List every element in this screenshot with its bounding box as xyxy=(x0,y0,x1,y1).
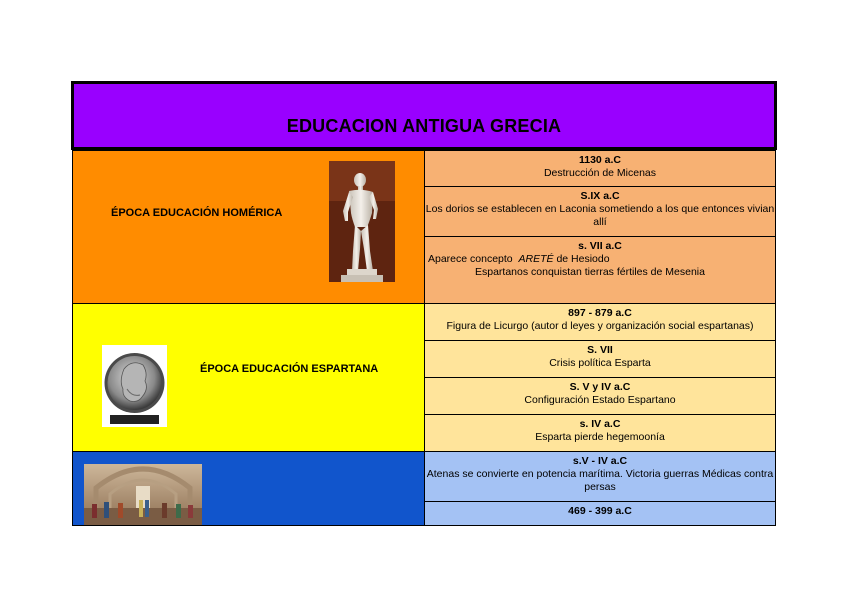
event-text: Esparta pierde hegemoonía xyxy=(535,431,665,443)
event-text: Crisis política Esparta xyxy=(549,357,651,369)
event-svii-crisis xyxy=(425,341,775,378)
event-897 xyxy=(425,304,775,341)
event-six xyxy=(425,187,775,237)
event-text: Los dorios se establecen en Laconia sometiendo a los que entonces vivian allí xyxy=(425,203,775,228)
event-469 xyxy=(425,502,775,525)
greek-statue-image xyxy=(329,161,395,282)
event-svii xyxy=(425,237,775,304)
event-text: Figura de Licurgo (autor d leyes y organización social espartanas) xyxy=(446,320,754,332)
event-text-line1 xyxy=(425,253,775,266)
event-sv-iv-athens xyxy=(425,452,775,502)
homeric-era-panel xyxy=(73,151,425,304)
event-date: s.V - IV a.C xyxy=(572,455,628,467)
event-siv xyxy=(425,415,775,452)
event-date: 1130 a.C xyxy=(578,154,622,166)
event-text: Destrucción de Micenas xyxy=(543,167,657,179)
homeric-era-label: ÉPOCA EDUCACIÓN HOMÉRICA xyxy=(111,207,283,219)
event-1130 xyxy=(425,151,775,187)
timeline-table xyxy=(72,150,776,526)
event-date: S. VII xyxy=(587,344,613,356)
event-text-prefix: Aparece concepto xyxy=(428,253,513,265)
athenian-events xyxy=(425,452,775,525)
spartan-events xyxy=(425,304,775,452)
event-date: s. VII a.C xyxy=(578,240,622,252)
title-banner xyxy=(71,81,777,150)
homeric-events xyxy=(425,151,775,304)
spartan-era-label: ÉPOCA EDUCACIÓN ESPARTANA xyxy=(200,363,379,375)
athenian-era-panel xyxy=(73,452,425,525)
school-of-athens-image xyxy=(84,464,202,525)
event-date: S.IX a.C xyxy=(580,190,620,202)
event-date: 469 - 399 a.C xyxy=(568,505,632,517)
event-date: 897 - 879 a.C xyxy=(568,307,632,319)
event-sv-iv xyxy=(425,378,775,415)
event-text-emphasis: ARETÉ xyxy=(518,253,554,265)
event-text: Atenas se convierte en potencia marítima. Victoria guerras Médicas contra persas xyxy=(426,468,774,493)
page-title: EDUCACION ANTIGUA GRECIA xyxy=(286,116,562,136)
event-text-line2: Espartanos conquistan tierras fértiles de Mesenia xyxy=(475,266,705,278)
event-text: Configuración Estado Espartano xyxy=(524,394,676,406)
spartan-era-panel xyxy=(73,304,425,452)
event-date: S. V y IV a.C xyxy=(569,381,631,393)
event-date: s. IV a.C xyxy=(579,418,621,430)
lycurgus-medallion-image xyxy=(102,345,167,427)
event-text-suffix: de Hesiodo xyxy=(556,253,610,265)
